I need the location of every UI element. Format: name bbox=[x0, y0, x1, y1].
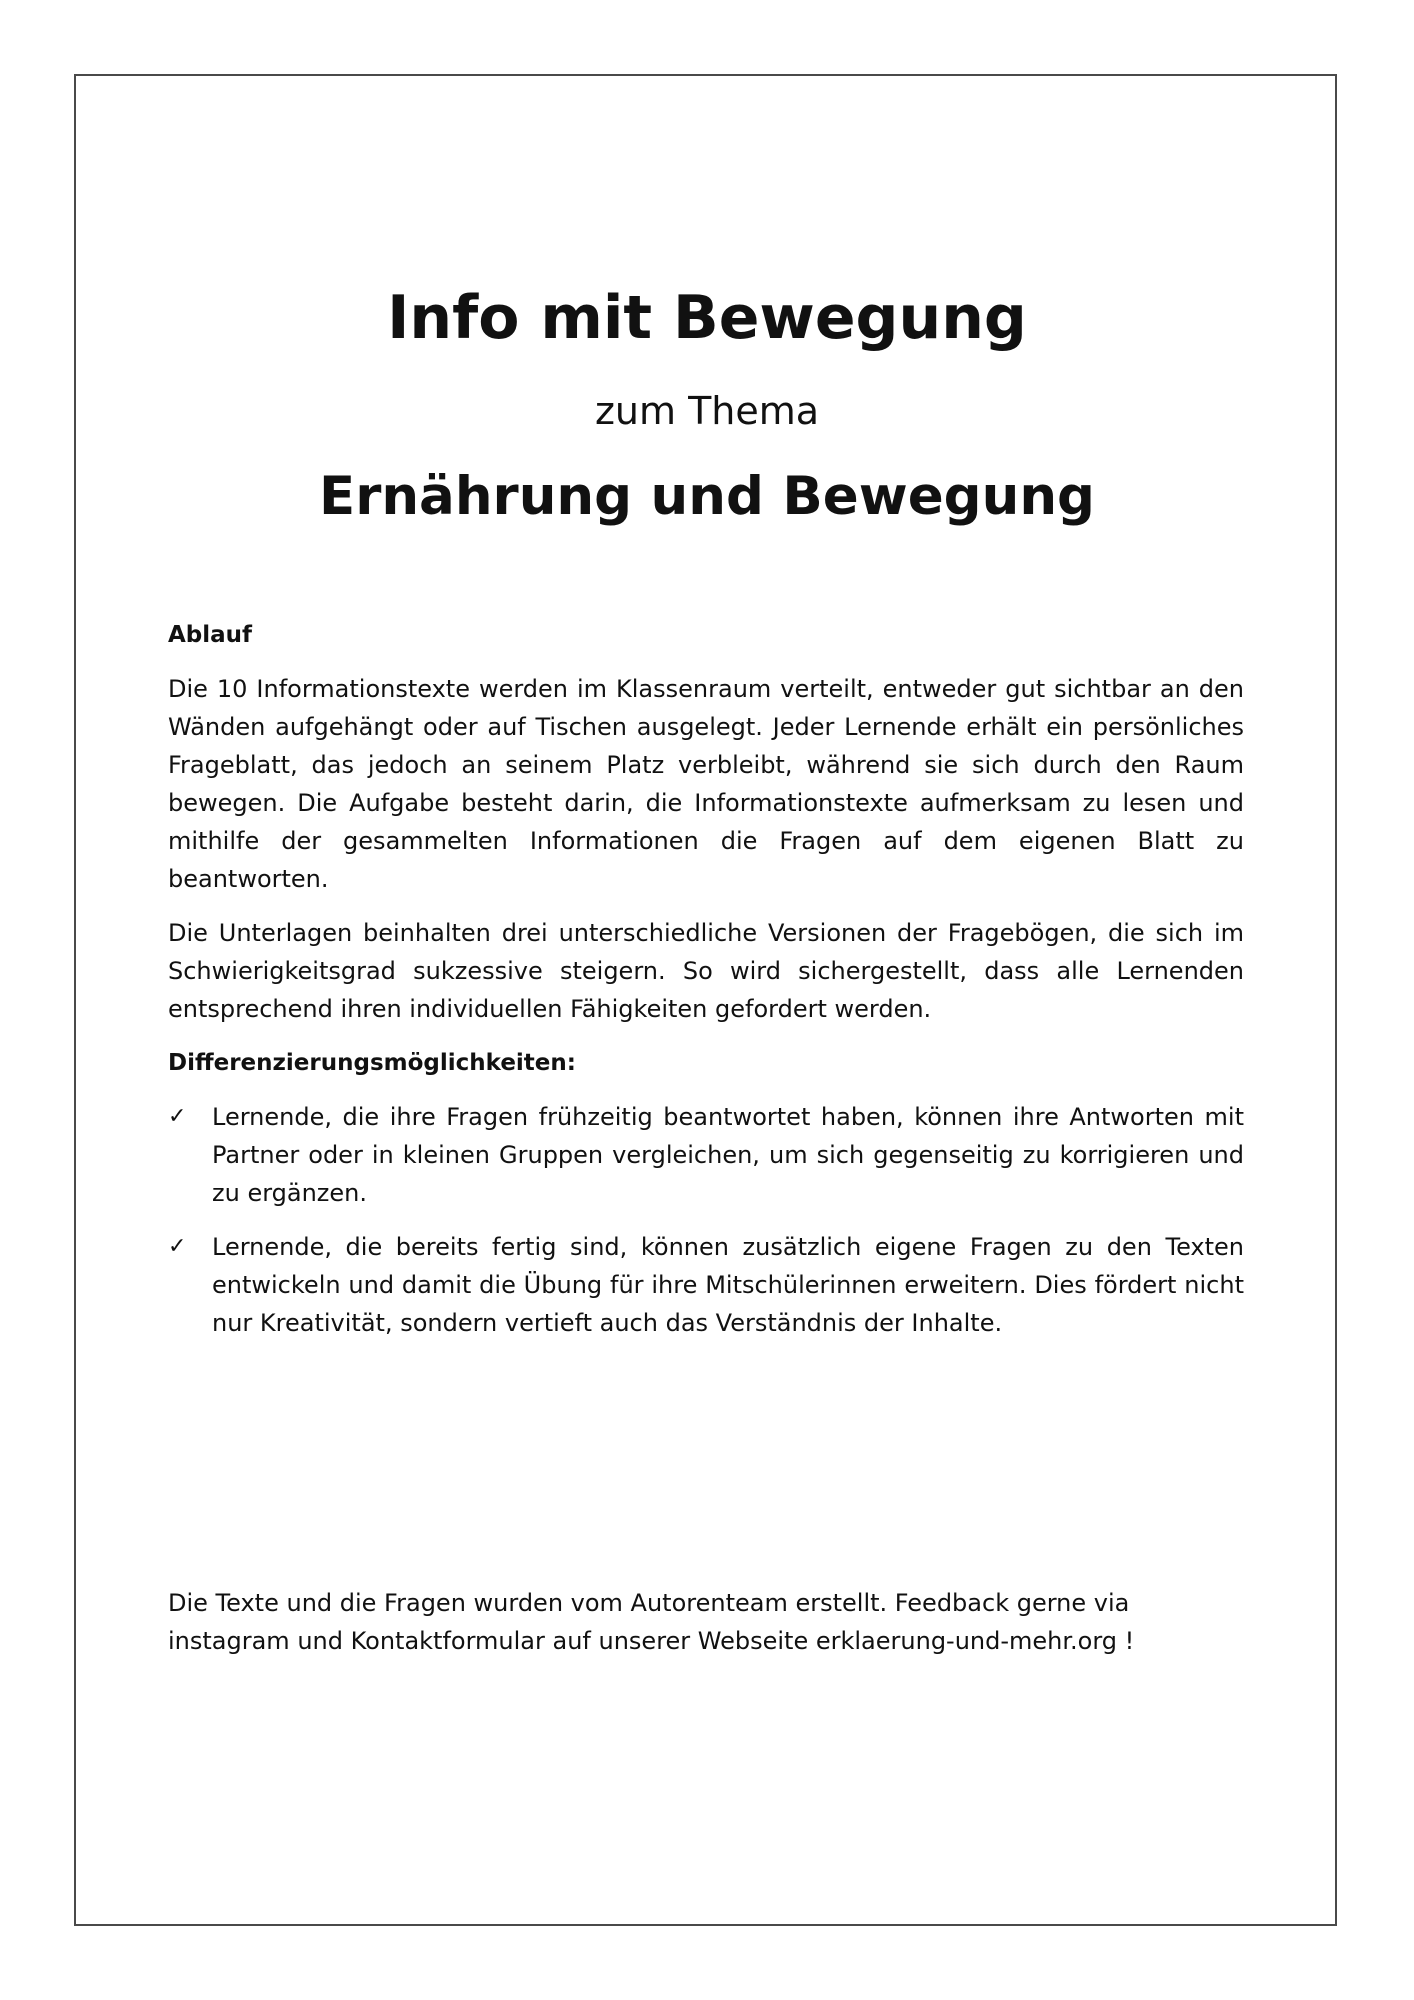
list-item-text: Lernende, die ihre Fragen frühzeitig beantwortet haben, können ihre Antworten mit Partner oder in kleinen Gruppen vergleichen, um sich gegenseitig zu korrigieren und zu ergänzen. bbox=[212, 1103, 1244, 1207]
differenzierung-heading: Differenzierungsmöglichkeiten: bbox=[168, 1050, 576, 1076]
ablauf-heading: Ablauf bbox=[168, 622, 253, 648]
footer-note: Die Texte und die Fragen wurden vom Autorenteam erstellt. Feedback gerne via instagram und Kontaktformular auf unserer Webseite erklaerung-und-mehr.org ! bbox=[168, 1589, 1135, 1655]
page-subtitle: zum Thema bbox=[594, 389, 820, 433]
checkmark-icon: ✓ bbox=[168, 1104, 187, 1129]
page-title: Info mit Bewegung bbox=[387, 283, 1027, 353]
ablauf-paragraph-2: Die Unterlagen beinhalten drei unterschiedliche Versionen der Fragebögen, die sich im Schwierigkeitsgrad sukzessive steigern. So wird sichergestellt, dass alle Lernenden entsprechend ihren individuellen Fähigkeiten gefordert werden. bbox=[168, 919, 1244, 1023]
topic-title: Ernährung und Bewegung bbox=[318, 466, 1095, 527]
list-item bbox=[168, 1228, 1244, 1342]
checkmark-icon: ✓ bbox=[168, 1234, 187, 1259]
ablauf-paragraph-1: Die 10 Informationstexte werden im Klassenraum verteilt, entweder gut sichtbar an den Wänden aufgehängt oder auf Tischen ausgelegt. Jeder Lernende erhält ein persönliches Frageblatt, das jedoch an seinem Platz verbleibt, während sie sich durch den Raum bewegen. Die Aufgabe besteht darin, die Informationstexte aufmerksam zu lesen und mithilfe der gesammelten Informationen die Fragen auf dem eigenen Blatt zu beantworten. bbox=[168, 675, 1244, 893]
differenzierung-list bbox=[168, 1098, 1244, 1342]
list-item-text: Lernende, die bereits fertig sind, können zusätzlich eigene Fragen zu den Texten entwickeln und damit die Übung für ihre Mitschülerinnen erweitern. Dies fördert nicht nur Kreativität, sondern vertieft auch das Verständnis der Inhalte. bbox=[212, 1233, 1244, 1337]
main-content bbox=[168, 616, 1244, 1358]
list-item bbox=[168, 1098, 1244, 1212]
